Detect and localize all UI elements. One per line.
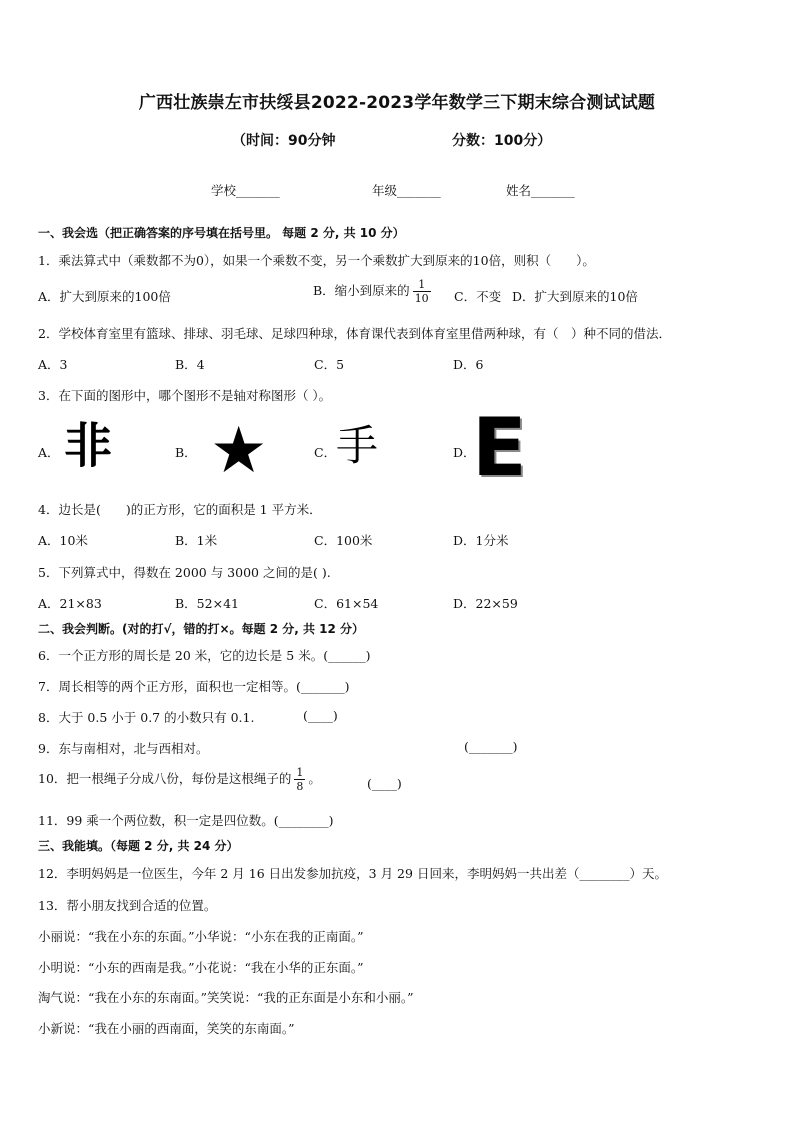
name-field: 姓名_______ xyxy=(506,183,575,198)
exam-time: （时间：90分钟 xyxy=(232,133,336,149)
question-11: 11．99 乘一个两位数，积一定是四位数。(________) xyxy=(38,813,334,828)
q3-option-c: C． xyxy=(314,445,337,460)
q2-option-b: B．4 xyxy=(175,357,205,372)
fraction-denominator: 8 xyxy=(296,780,304,793)
fraction xyxy=(294,766,305,793)
q1-option-a: A．扩大到原来的100倍 xyxy=(38,289,171,304)
q5-option-b: B．52×41 xyxy=(175,596,239,611)
q3-option-d: D． xyxy=(453,445,476,460)
question-10-text: 10．把一根绳子分成八份，每份是这根绳子的 xyxy=(38,771,292,786)
q2-option-a: A．3 xyxy=(38,357,68,372)
q1-option-b xyxy=(313,278,434,305)
q13-statement-3: 淘气说：“我在小东的东南面。”笑笑说：“我的正东面是小东和小丽。” xyxy=(38,990,414,1005)
question-8: 8．大于 0.5 小于 0.7 的小数只有 0.1. xyxy=(38,710,255,725)
question-1: 1．乘法算式中（乘数都不为0），如果一个乘数不变，另一个乘数扩大到原来的10倍，则积（ ）。 xyxy=(38,253,595,268)
section3-heading: 三、我能填。（每题 2 分, 共 24 分） xyxy=(38,839,239,853)
q5-option-c: C．61×54 xyxy=(314,596,379,611)
letter-e-figure: E xyxy=(472,401,527,494)
fei-character-figure: 非 xyxy=(64,418,113,474)
question-12: 12．李明妈妈是一位医生，今年 2 月 16 日出发参加抗疫，3 月 29 日回来，李明妈妈一共出差（________）天。 xyxy=(38,866,667,881)
q2-option-c: C．5 xyxy=(314,357,345,372)
q4-option-b: B．1米 xyxy=(175,533,218,548)
q4-option-c: C．100米 xyxy=(314,533,373,548)
question-6: 6．一个正方形的周长是 20 米，它的边长是 5 米。(______) xyxy=(38,648,371,663)
section2-heading: 二、我会判断。(对的打√，错的打×。每题 2 分, 共 12 分） xyxy=(38,622,365,636)
grade-field: 年级_______ xyxy=(372,183,441,198)
question-3: 3．在下面的图形中，哪个图形不是轴对称图形（ ）。 xyxy=(38,388,332,403)
question-10-end: 。 xyxy=(308,771,321,786)
fraction xyxy=(413,278,431,305)
school-field: 学校_______ xyxy=(211,183,280,198)
q1-option-b-text: B．缩小到原来的 xyxy=(313,283,410,298)
question-4: 4．边长是( )的正方形，它的面积是 1 平方米． xyxy=(38,502,322,517)
q1-option-d: D．扩大到原来的10倍 xyxy=(512,289,638,304)
shou-character-figure: 手 xyxy=(336,421,379,470)
question-10-blank: (____) xyxy=(367,776,402,791)
q3-option-a: A． xyxy=(38,445,60,460)
q13-statement-4: 小新说：“我在小丽的西南面，笑笑的东南面。” xyxy=(38,1021,295,1036)
q4-option-a: A．10米 xyxy=(38,533,88,548)
question-10 xyxy=(38,766,321,793)
q5-option-d: D．22×59 xyxy=(453,596,518,611)
star-figure: ★ xyxy=(210,414,268,488)
q5-option-a: A．21×83 xyxy=(38,596,102,611)
question-2: 2．学校体育室里有篮球、排球、羽毛球、足球四种球，体育课代表到体育室里借两种球，有（ ）种不同的借法． xyxy=(38,326,671,341)
q13-statement-2: 小明说：“小东的西南是我。”小花说：“我在小华的正东面。” xyxy=(38,960,364,975)
q2-option-d: D．6 xyxy=(453,357,484,372)
exam-title: 广西壮族崇左市扶绥县2022-2023学年数学三下期末综合测试试题 xyxy=(138,93,656,113)
q3-option-b: B． xyxy=(175,445,197,460)
q13-statement-1: 小丽说：“我在小东的东面。”小华说：“小东在我的正南面。” xyxy=(38,929,364,944)
question-7: 7．周长相等的两个正方形，面积也一定相等。(_______) xyxy=(38,679,350,694)
section1-heading: 一、我会选（把正确答案的序号填在括号里。 每题 2 分, 共 10 分） xyxy=(38,226,405,240)
question-13: 13．帮小朋友找到合适的位置。 xyxy=(38,898,217,913)
fraction-numerator: 1 xyxy=(413,278,431,292)
q4-option-d: D．1分米 xyxy=(453,533,509,548)
question-5: 5．下列算式中，得数在 2000 与 3000 之间的是( ). xyxy=(38,565,331,580)
fraction-denominator: 10 xyxy=(414,292,429,305)
fraction-numerator: 1 xyxy=(296,766,304,779)
exam-score: 分数：100分） xyxy=(452,133,552,149)
q1-option-c: C．不变 xyxy=(454,289,502,304)
question-9-blank: (_______) xyxy=(464,739,518,754)
question-9: 9．东与南相对，北与西相对。 xyxy=(38,741,209,756)
question-8-blank: (____) xyxy=(303,708,338,723)
